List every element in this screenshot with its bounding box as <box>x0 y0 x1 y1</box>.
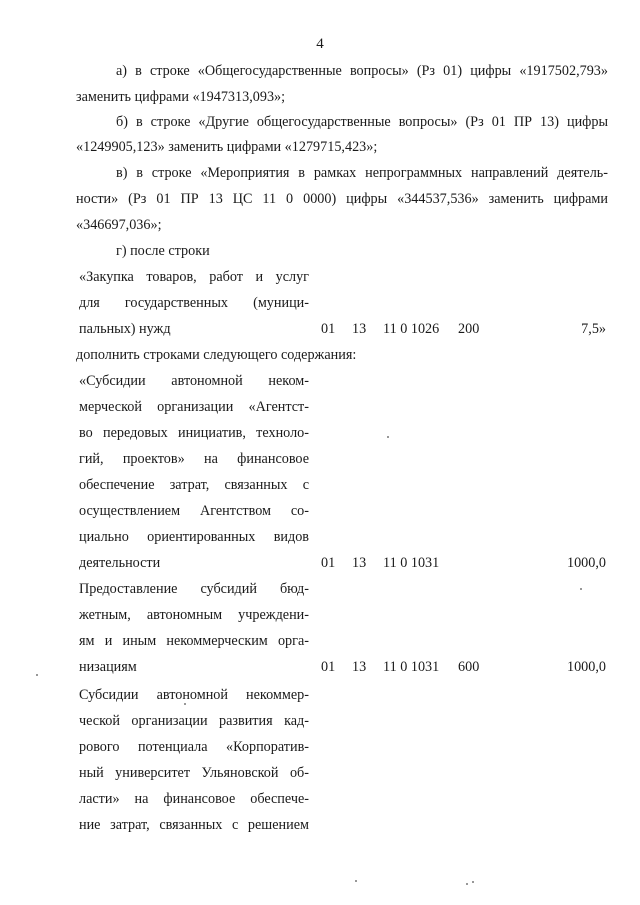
row-3-line-0: Субсидии автономной некоммер- <box>79 687 309 703</box>
row-0-rz: 01 <box>321 321 336 337</box>
paragraph-b-line-1: б) в строке «Другие общегосударственные вопросы» (Рз 01 ПР 13) цифры <box>116 114 608 130</box>
row-1-line-5: осуществлением Агентством со- <box>79 503 309 519</box>
scan-speck <box>387 436 389 438</box>
row-2-rz: 01 <box>321 659 336 675</box>
row-0-pr: 13 <box>352 321 367 337</box>
scan-speck <box>355 880 357 882</box>
row-3-line-3: ный университет Ульяновской об- <box>79 765 309 781</box>
paragraph-c-line-3: «346697,036»; <box>76 217 162 233</box>
row-3-line-4: ласти» на финансовое обеспече- <box>79 791 309 807</box>
row-2-pr: 13 <box>352 659 367 675</box>
row-1-rz: 01 <box>321 555 336 571</box>
row-0-cs: 11 0 1026 <box>383 321 440 337</box>
row-1-line-7: деятельности <box>79 555 161 571</box>
paragraph-a-line-1: а) в строке «Общегосударственные вопросы» (Рз 01) цифры «1917502,793» <box>116 63 608 79</box>
paragraph-b-line-2: «1249905,123» заменить цифрами «1279715,423»; <box>76 139 378 155</box>
row-0-line-2: пальных) нужд <box>79 321 171 337</box>
row-2-vr: 600 <box>458 659 480 675</box>
row-1-line-3: гий, проектов» на финансовое <box>79 451 309 467</box>
row-1-line-4: обеспечение затрат, связанных с <box>79 477 309 493</box>
row-1-line-2: во передовых инициатив, техноло- <box>79 425 309 441</box>
paragraph-c-line-1: в) в строке «Мероприятия в рамках непрограммных направлений деятель- <box>116 165 608 181</box>
row-2-cs: 11 0 1031 <box>383 659 440 675</box>
row-1-pr: 13 <box>352 555 367 571</box>
row-1-line-1: мерческой организации «Агентст- <box>79 399 309 415</box>
scan-speck <box>36 674 38 676</box>
scan-speck <box>472 881 474 883</box>
row-1-line-6: циально ориентированных видов <box>79 529 309 545</box>
row-0-line-1: для государственных (муници- <box>79 295 309 311</box>
paragraph-c-line-2: ности» (Рз 01 ПР 13 ЦС 11 0 0000) цифры «344537,536» заменить цифрами <box>76 191 608 207</box>
row-1-line-0: «Субсидии автономной неком- <box>79 373 309 389</box>
scan-speck <box>184 703 186 705</box>
paragraph-a-line-2: заменить цифрами «1947313,093»; <box>76 89 286 105</box>
row-2-line-2: ям и иным некоммерческим орга- <box>79 633 309 649</box>
row-3-line-5: ние затрат, связанных с решением <box>79 817 309 833</box>
supplement-line: дополнить строками следующего содержания: <box>76 347 357 363</box>
row-2-line-3: низациям <box>79 659 137 675</box>
row-0-amount: 7,5» <box>581 321 606 337</box>
scan-speck <box>580 588 582 590</box>
row-3-line-1: ческой организации развития кад- <box>79 713 309 729</box>
scan-speck <box>466 883 468 885</box>
row-2-amount: 1000,0 <box>566 659 606 675</box>
row-1-cs: 11 0 1031 <box>383 555 440 571</box>
paragraph-d-line-1: г) после строки <box>116 243 210 259</box>
row-2-line-0: Предоставление субсидий бюд- <box>79 581 309 597</box>
row-0-line-0: «Закупка товаров, работ и услуг <box>79 269 309 285</box>
row-3-line-2: рового потенциала «Корпоратив- <box>79 739 309 755</box>
row-1-amount: 1000,0 <box>566 555 606 571</box>
page-number: 4 <box>316 36 324 52</box>
row-0-vr: 200 <box>458 321 480 337</box>
row-2-line-1: жетным, автономным учреждени- <box>79 607 309 623</box>
